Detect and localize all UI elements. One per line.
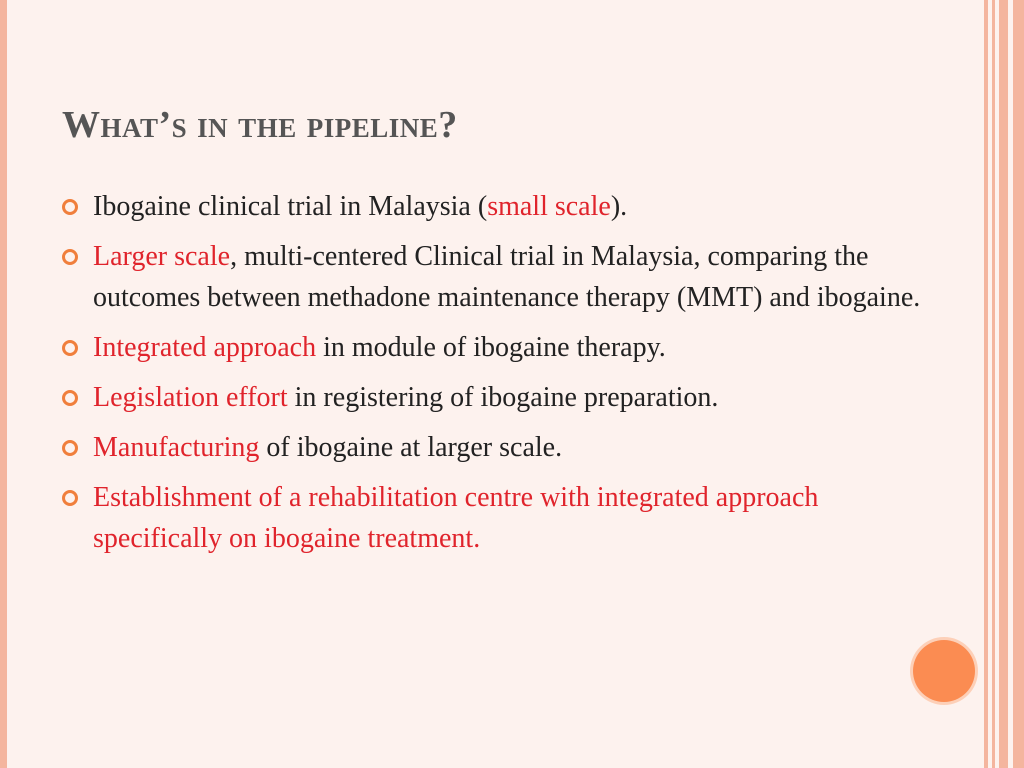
slide-title: What’s in the pipeline? — [62, 104, 458, 146]
bullet-ring-icon — [62, 199, 78, 215]
bullet-ring-icon — [62, 390, 78, 406]
highlight-text: Legislation effort — [93, 382, 288, 413]
list-item — [62, 427, 922, 468]
bullet-text: of ibogaine at larger scale. — [259, 432, 563, 463]
stripe — [984, 0, 988, 768]
highlight-text: Establishment of a rehabilitation centre with integrated approach specifically on ibogaine treatment. — [93, 482, 819, 554]
decorative-circle — [913, 640, 975, 702]
list-item — [62, 186, 922, 227]
highlight-text: Larger scale — [93, 241, 231, 272]
bullet-list — [62, 186, 922, 568]
bullet-text: ). — [610, 191, 628, 222]
stripe — [999, 0, 1008, 768]
bullet-ring-icon — [62, 249, 78, 265]
highlight-text: small scale — [487, 191, 611, 222]
list-item — [62, 377, 922, 418]
bullet-ring-icon — [62, 440, 78, 456]
bullet-ring-icon — [62, 490, 78, 506]
right-decorative-stripes — [984, 0, 1024, 768]
bullet-text: in registering of ibogaine preparation. — [287, 382, 719, 413]
bullet-text: , multi-centered Clinical trial in Malaysia, comparing the outcomes between methadone maintenance therapy (MMT) and ibogaine. — [93, 241, 921, 313]
list-item — [62, 327, 922, 368]
highlight-text: Manufacturing — [93, 432, 260, 463]
stripe — [992, 0, 995, 768]
bullet-ring-icon — [62, 340, 78, 356]
list-item — [62, 236, 922, 318]
bullet-text: Ibogaine clinical trial in Malaysia ( — [93, 191, 488, 222]
list-item — [62, 477, 922, 559]
left-edge-stripe — [0, 0, 7, 768]
highlight-text: Integrated approach — [93, 332, 317, 363]
bullet-text: in module of ibogaine therapy. — [316, 332, 666, 363]
stripe — [1013, 0, 1024, 768]
